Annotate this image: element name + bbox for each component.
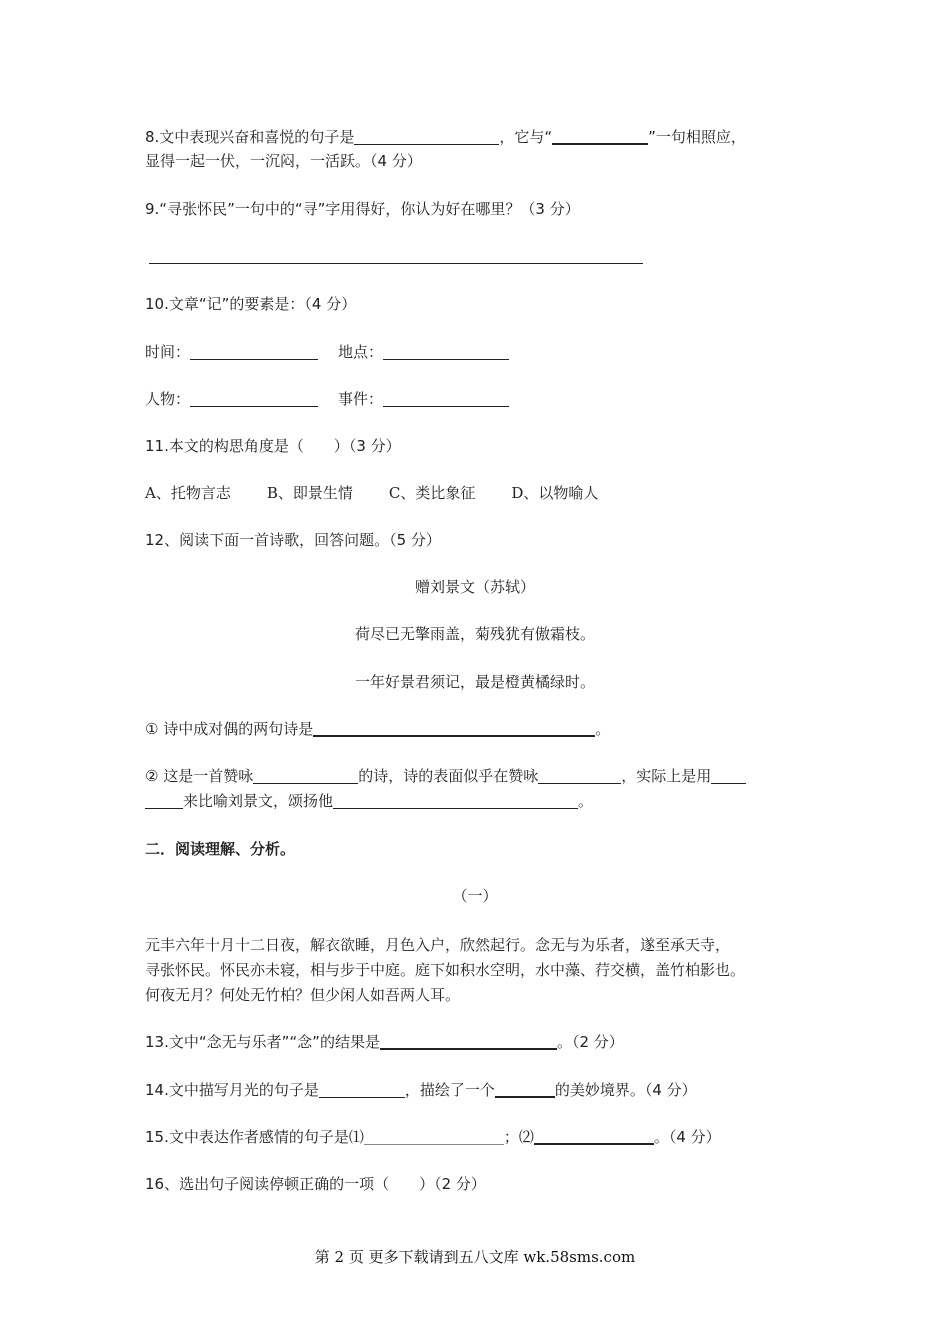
- question-12-sub1: ① 诗中成对偶的两句诗是 。: [145, 720, 611, 738]
- option-b[interactable]: B、即景生情: [266, 484, 353, 502]
- question-11: 11.本文的构思角度是（ ）（3 分）: [145, 437, 401, 455]
- question-11-options: [145, 482, 598, 504]
- option-d[interactable]: D、以物喻人: [511, 484, 599, 502]
- question-10-row2: 人物： 事件：: [145, 388, 509, 410]
- answer-blank[interactable]: [711, 767, 746, 784]
- question-13: 13.文中“念无与乐者”“念”的结果是 。（2 分）: [145, 1033, 624, 1051]
- question-12-sub2-cont: 来比喻刘景文，颂扬他 。: [145, 790, 593, 812]
- section-2-title: 二．阅读理解、分析。: [145, 840, 296, 858]
- place-blank[interactable]: [383, 343, 509, 360]
- question-10-row1: 时间： 地点：: [145, 341, 509, 363]
- event-blank[interactable]: [383, 390, 509, 407]
- answer-blank[interactable]: [333, 792, 578, 809]
- answer-blank[interactable]: [534, 1127, 654, 1145]
- answer-blank[interactable]: [538, 767, 621, 784]
- poem-line-2: 一年好景君须记，最是橙黄橘绿时。: [354, 673, 595, 691]
- poem-title: 赠刘景文（苏轼）: [414, 578, 535, 596]
- question-15: 15.文中表达作者感情的句子是⑴ ；⑵ 。（4 分）: [145, 1128, 721, 1146]
- question-8-line2: 显得一起一伏，一沉闷，一活跃。（4 分）: [145, 152, 422, 170]
- passage-line-3: 何夜无月？何处无竹柏？但少闲人如吾两人耳。: [145, 986, 461, 1004]
- answer-blank[interactable]: [319, 1081, 405, 1098]
- option-c[interactable]: C、类比象征: [388, 484, 476, 502]
- option-a[interactable]: A、托物言志: [145, 484, 231, 502]
- answer-blank[interactable]: [495, 1080, 555, 1098]
- answer-blank[interactable]: [253, 767, 358, 784]
- question-12-sub2: ② 这是一首赞咏 的诗，诗的表面似乎在赞咏 ，实际上是用: [145, 765, 746, 787]
- question-10: 10.文章“记”的要素是：（4 分）: [145, 295, 357, 313]
- time-blank[interactable]: [190, 343, 318, 360]
- answer-blank[interactable]: [145, 792, 183, 809]
- passage-line-1: 元丰六年十月十二日夜，解衣欲睡，月色入户，欣然起行。念无与为乐者，遂至承天寺，: [145, 936, 731, 954]
- question-8: 8.文中表现兴奋和喜悦的句子是 ，它与“ ”一句相照应，: [145, 128, 746, 146]
- question-9: 9.“寻张怀民”一句中的“寻”字用得好，你认为好在哪里？（3 分）: [145, 200, 580, 218]
- question-14: 14.文中描写月光的句子是 ，描绘了一个 的美妙境界。（4 分）: [145, 1081, 697, 1099]
- section-2-part: （一）: [452, 887, 498, 905]
- answer-blank[interactable]: [364, 1128, 504, 1145]
- poem-line-1: 荷尽已无擎雨盖，菊残犹有傲霜枝。: [354, 625, 595, 643]
- page-footer: 第 2 页 更多下载请到五八文库 wk.58sms.com: [314, 1248, 636, 1266]
- answer-line[interactable]: [149, 263, 643, 264]
- answer-blank[interactable]: [552, 127, 648, 145]
- answer-blank[interactable]: [380, 1032, 557, 1050]
- answer-blank[interactable]: [313, 719, 595, 737]
- answer-blank[interactable]: [354, 128, 499, 145]
- question-16: 16、选出句子阅读停顿正确的一项（ ）（2 分）: [145, 1175, 486, 1193]
- question-12: 12、阅读下面一首诗歌，回答问题。（5 分）: [145, 531, 441, 549]
- person-blank[interactable]: [190, 390, 318, 407]
- passage-line-2: 寻张怀民。怀民亦未寝，相与步于中庭。庭下如积水空明，水中藻、荇交横，盖竹柏影也。: [145, 961, 746, 979]
